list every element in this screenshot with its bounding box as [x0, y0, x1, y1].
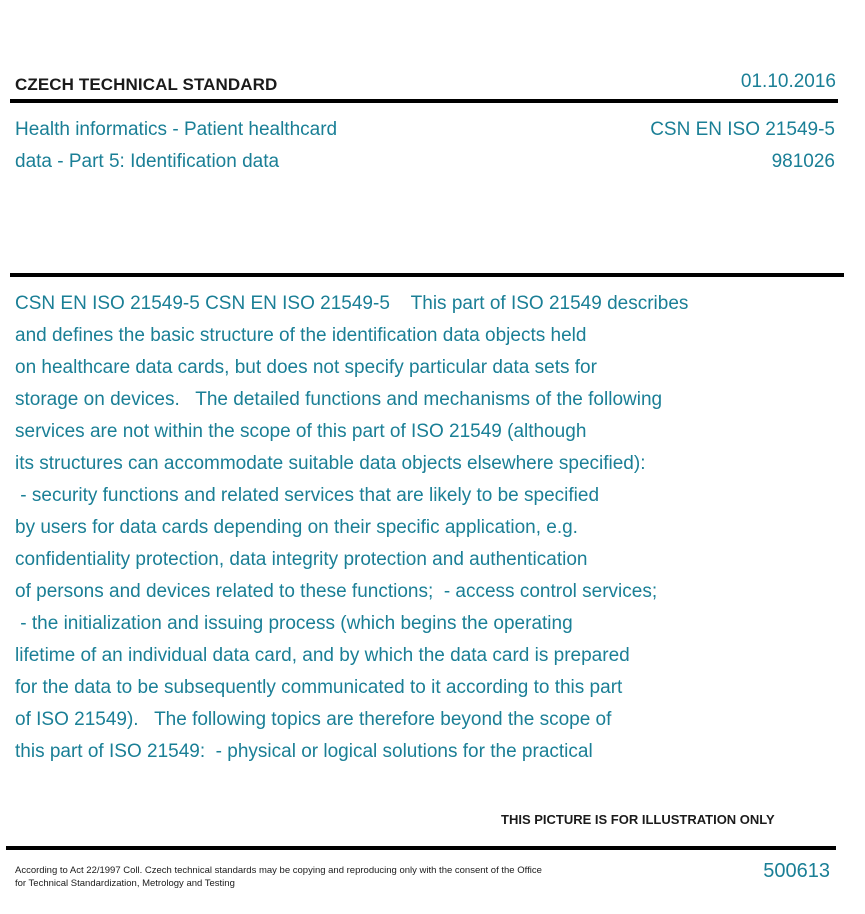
abstract-line: for the data to be subsequently communicated to it according to this part — [15, 677, 623, 698]
issue-date: 01.10.2016 — [740, 71, 836, 92]
abstract-line: - security functions and related services that are likely to be specified — [15, 485, 600, 506]
legal-line: for Technical Standardization, Metrology and Testing — [15, 878, 235, 889]
illustration-disclaimer: THIS PICTURE IS FOR ILLUSTRATION ONLY — [501, 812, 775, 827]
standard-title — [15, 114, 435, 178]
title-line: data - Part 5: Identification data — [15, 151, 280, 172]
abstract-line: storage on devices. The detailed functions and mechanisms of the following — [15, 389, 663, 410]
header-divider — [10, 99, 838, 103]
standard-number: CSN EN ISO 21549-5 — [650, 119, 835, 140]
abstract-line: of persons and devices related to these functions; - access control services; — [15, 581, 658, 602]
abstract-text — [15, 288, 845, 768]
legal-notice — [15, 864, 615, 890]
abstract-line: by users for data cards depending on their specific application, e.g. — [15, 517, 578, 538]
abstract-line: - the initialization and issuing process (which begins the operating — [15, 613, 573, 634]
standard-type-label: CZECH TECHNICAL STANDARD — [15, 75, 278, 94]
legal-line: According to Act 22/1997 Coll. Czech technical standards may be copying and reproducing only with the consent of the Office — [15, 865, 542, 876]
classification-number: 981026 — [771, 151, 835, 172]
title-line: Health informatics - Patient healthcard — [15, 119, 338, 140]
abstract-line: on healthcare data cards, but does not specify particular data sets for — [15, 357, 597, 378]
abstract-line: services are not within the scope of this part of ISO 21549 (although — [15, 421, 587, 442]
abstract-line: confidentiality protection, data integrity protection and authentication — [15, 549, 588, 570]
abstract-line: this part of ISO 21549: - physical or logical solutions for the practical — [15, 741, 593, 762]
abstract-line: CSN EN ISO 21549-5 CSN EN ISO 21549-5 This part of ISO 21549 describes — [15, 293, 689, 314]
abstract-line: lifetime of an individual data card, and by which the data card is prepared — [15, 645, 630, 666]
document-id: 500613 — [763, 860, 830, 882]
standard-codes — [650, 114, 835, 178]
abstract-line: of ISO 21549). The following topics are therefore beyond the scope of — [15, 709, 612, 730]
abstract-line: and defines the basic structure of the identification data objects held — [15, 325, 587, 346]
footer-divider — [6, 846, 836, 850]
title-divider — [10, 273, 844, 277]
abstract-line: its structures can accommodate suitable data objects elsewhere specified): — [15, 453, 646, 474]
